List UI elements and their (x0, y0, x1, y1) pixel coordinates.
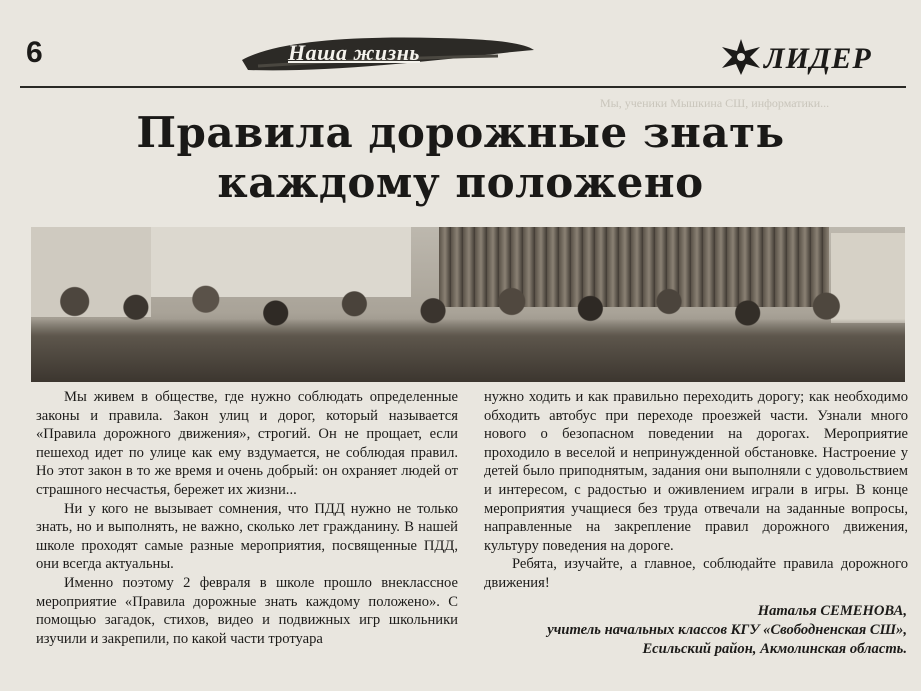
page-number: 6 (26, 36, 43, 69)
article-column-right (484, 388, 908, 593)
star-icon (720, 38, 762, 76)
author-position: учитель начальных классов КГУ «Свободненская СШ», (547, 622, 907, 638)
show-through-text: Мы, ученики Мышкина СШ, информатики... (600, 96, 830, 110)
section-banner (238, 30, 538, 76)
headline-line-2: каждому положено (217, 158, 704, 207)
article-headline (0, 108, 921, 208)
headline-line-1: Правила дорожные знать (136, 108, 785, 157)
paragraph: Ребята, изучайте, а главное, соблюдайте правила дорожного движения! (484, 556, 908, 591)
author-location: Есильский район, Акмолинская область. (642, 641, 907, 657)
class-group-photo (31, 227, 905, 382)
paragraph: Мы живем в обществе, где нужно соблюдать определенные законы и правила. Закон улиц и дорог, который называется «Правила дорожного движения», строгий. Он не прощает, если пешеход идет по улице как ему вздумается, не соблюдая правил. Но этот закон в то же время и очень добрый: он охраняет людей от страшного несчастья, бережет их жизни... (36, 389, 458, 498)
paragraph: Именно поэтому 2 февраля в школе прошло внеклассное мероприятие «Правила дорожные знать каждому положено». С помощью загадок, стихов, видео и подвижных игр школьники изучили и закрепили, по какой части тротуара (36, 574, 458, 647)
paragraph: Ни у кого не вызывает сомнения, что ПДД нужно не только знать, но и выполнять, не важно, сколько лет гражданину. В нашей школе проходят самые разные мероприятия, посвященные ПДД, они всегда актуальны. (36, 500, 458, 573)
header-divider (20, 86, 906, 88)
brand-name: ЛИДЕР (764, 42, 872, 75)
author-signature (447, 602, 907, 659)
paragraph: нужно ходить и как правильно переходить дорогу; как необходимо обходить автобус при переходе проезжей части. Узнали много нового о безопасном поведении на дорогах. Мероприятие проходило в веселой и непринужденной обстановке. Настроение у детей было приподнятым, задания они выполняли с удовольствием и интересом, с радостью и оживлением играли в игры. В конце мероприятия учащиеся без труда отвечали на заданные вопросы, направленные на закрепление правил дорожного движения, культуру поведения на дороге. (484, 389, 908, 554)
newspaper-brand (720, 38, 910, 78)
article-column-left (36, 388, 458, 648)
section-title: Наша жизнь (288, 40, 420, 65)
author-name: Наталья СЕМЕНОВА, (757, 603, 907, 619)
